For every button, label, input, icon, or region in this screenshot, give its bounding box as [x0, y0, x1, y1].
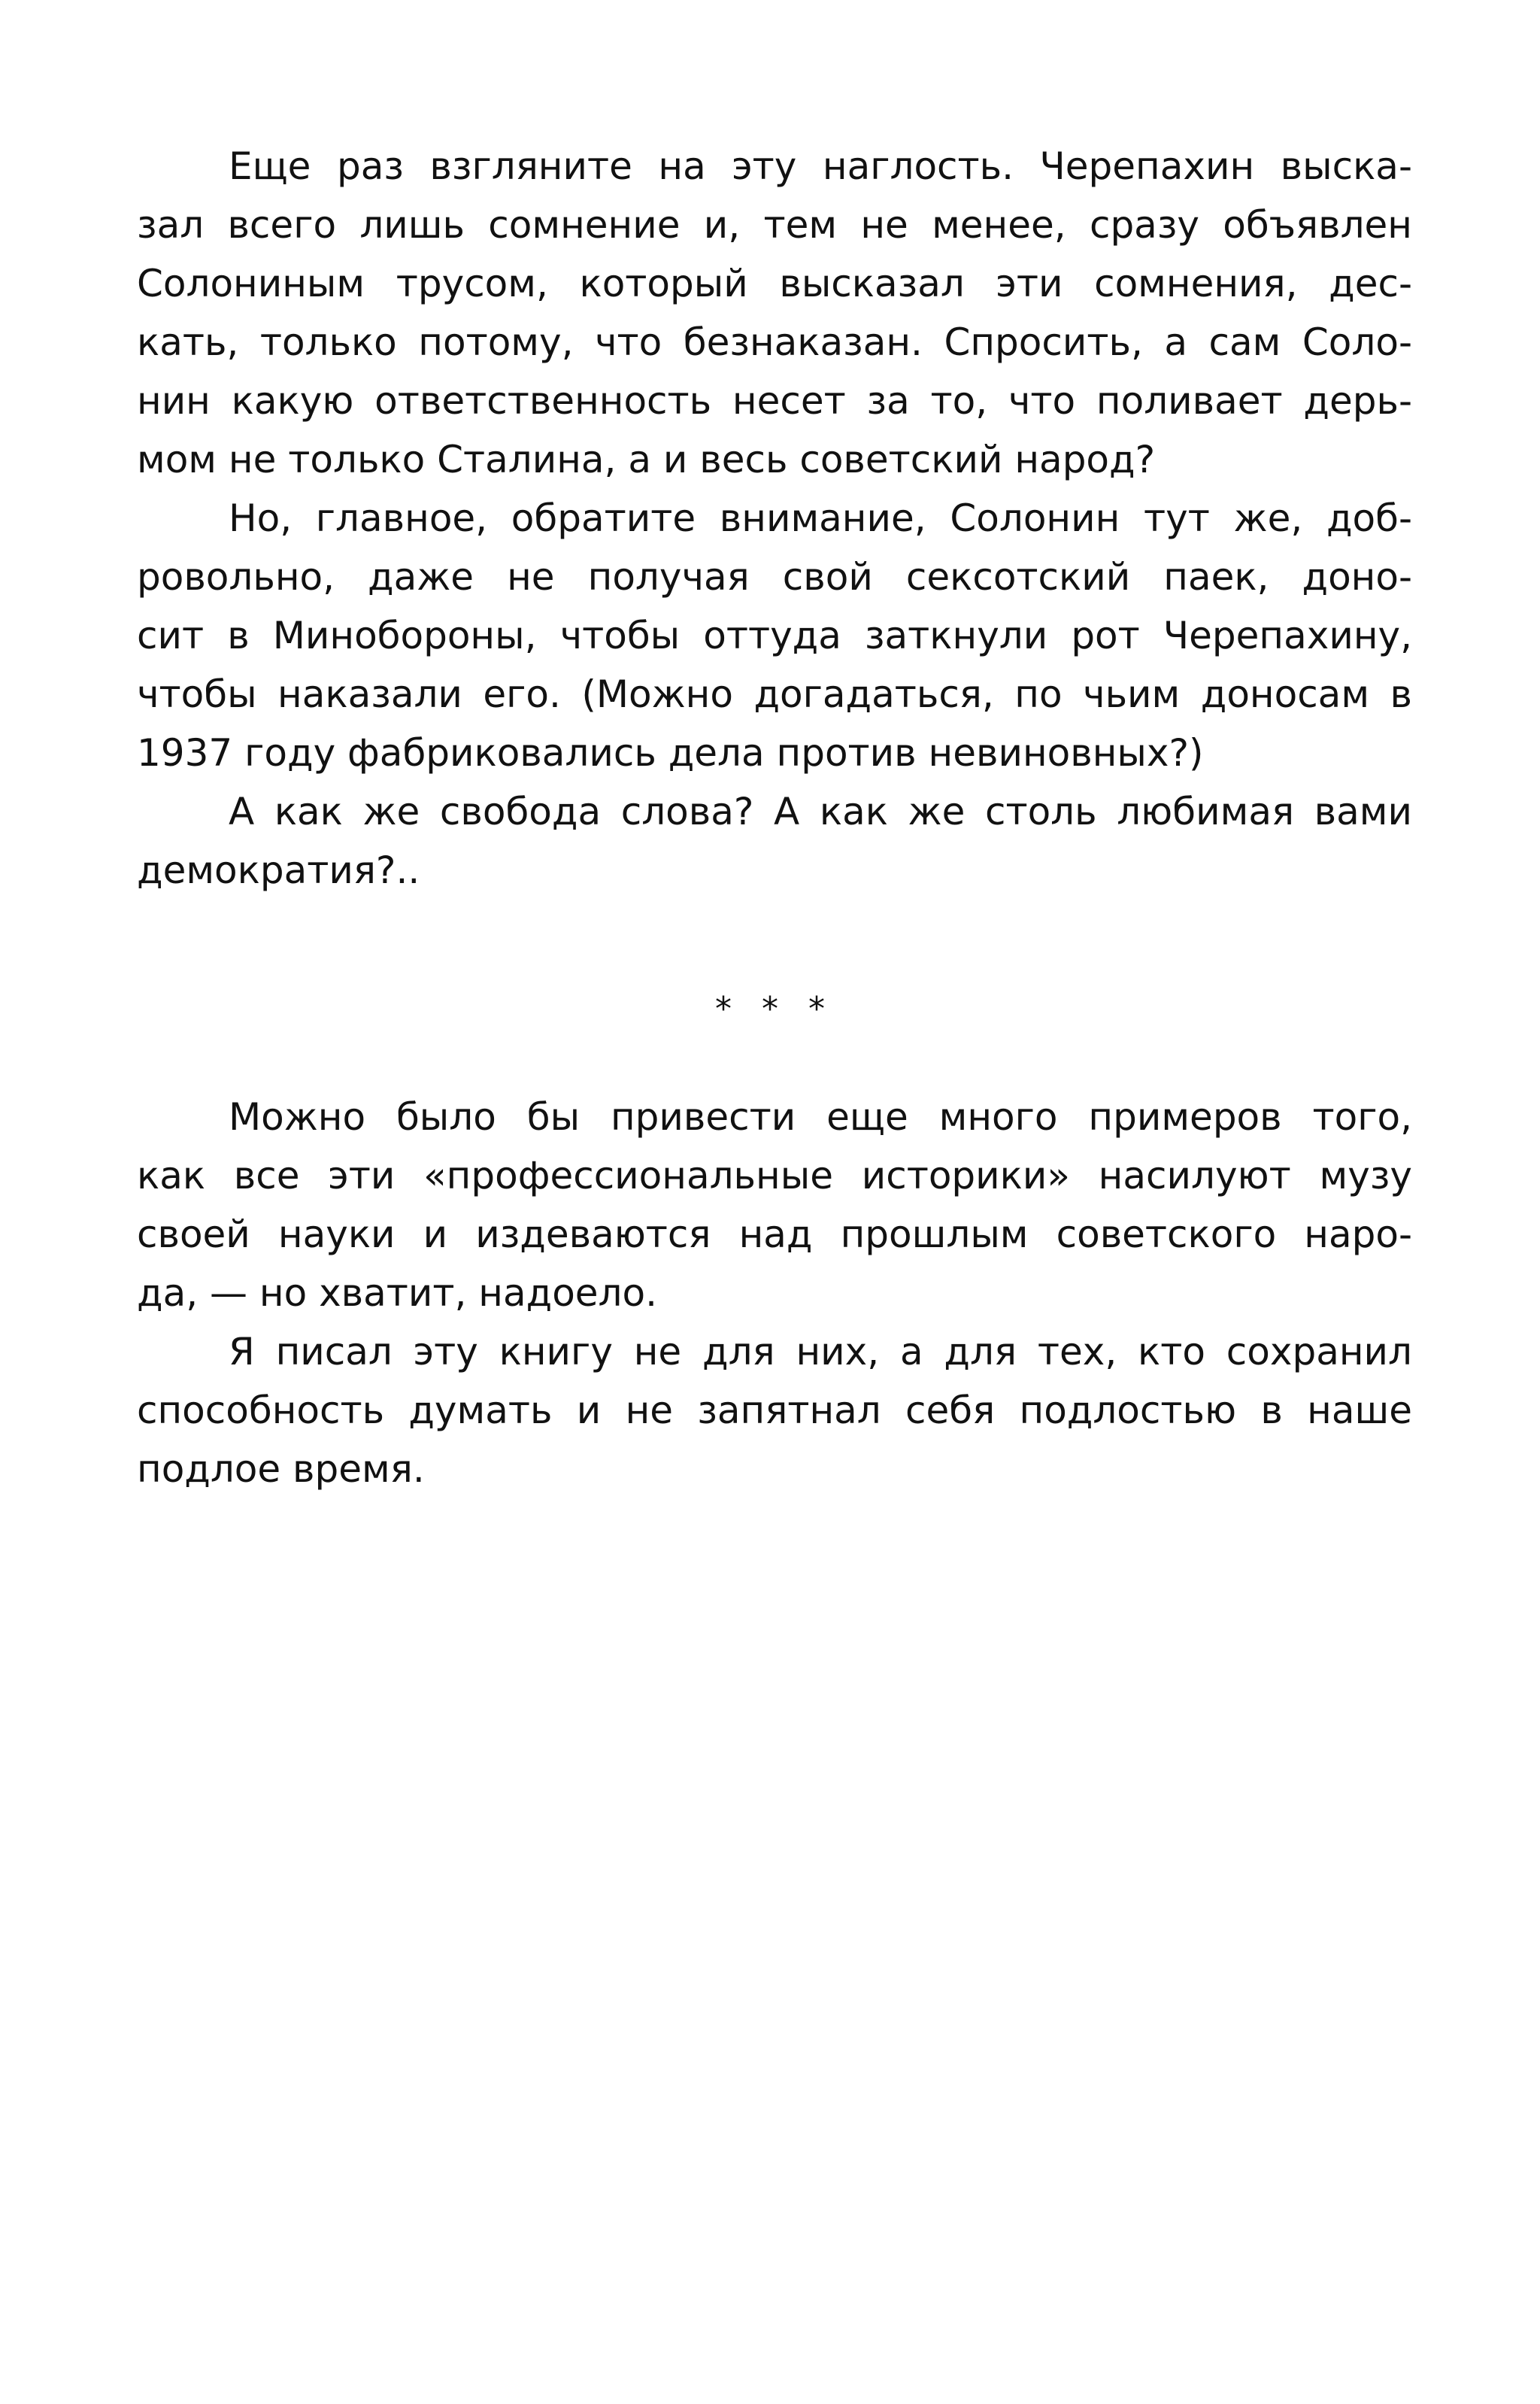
text-line: Солониным трусом, который высказал эти сомнения, дес-: [137, 262, 1412, 305]
paragraph: [137, 782, 1412, 900]
text-line: Еще раз взгляните на эту наглость. Черепахин выска-: [229, 144, 1412, 188]
text-section-1: [137, 137, 1412, 900]
text-line: зал всего лишь сомнение и, тем не менее, сразу объявлен: [137, 203, 1412, 247]
text-line: способность думать и не запятнал себя подлостью в наше: [137, 1389, 1412, 1432]
text-line: Но, главное, обратите внимание, Солонин тут же, доб-: [229, 496, 1412, 540]
text-line: А как же свобода слова? А как же столь любимая вами: [229, 790, 1412, 833]
text-line: Я писал эту книгу не для них, а для тех, кто сохранил: [229, 1330, 1412, 1373]
text-line: как все эти «профессиональные историки» насилуют музу: [137, 1154, 1412, 1197]
text-line: подлое время.: [137, 1447, 425, 1491]
text-line: ровольно, даже не получая свой сексотский паек, доно-: [137, 555, 1412, 599]
text-line: нин какую ответственность несет за то, что поливает дерь-: [137, 379, 1412, 423]
text-line: 1937 году фабриковались дела против невиновных?): [137, 731, 1204, 775]
text-line: мом не только Сталина, а и весь советский народ?: [137, 438, 1156, 481]
paragraph: [137, 1322, 1412, 1498]
text-line: кать, только потому, что безнаказан. Спросить, а сам Соло-: [137, 320, 1412, 364]
text-line: демократия?..: [137, 848, 420, 892]
text-line: да, — но хватит, надоело.: [137, 1271, 657, 1315]
text-section-2: [137, 1088, 1412, 1498]
section-separator: * * *: [715, 990, 825, 1028]
paragraph: [137, 137, 1412, 489]
text-line: Можно было бы привести еще много примеров того,: [229, 1095, 1412, 1139]
text-line: чтобы наказали его. (Можно догадаться, по чьим доносам в: [137, 672, 1412, 716]
paragraph: [137, 489, 1412, 782]
paragraph: [137, 1088, 1412, 1322]
text-line: сит в Минобороны, чтобы оттуда заткнули рот Черепахину,: [137, 614, 1412, 657]
text-line: своей науки и издеваются над прошлым советского наро-: [137, 1213, 1412, 1256]
